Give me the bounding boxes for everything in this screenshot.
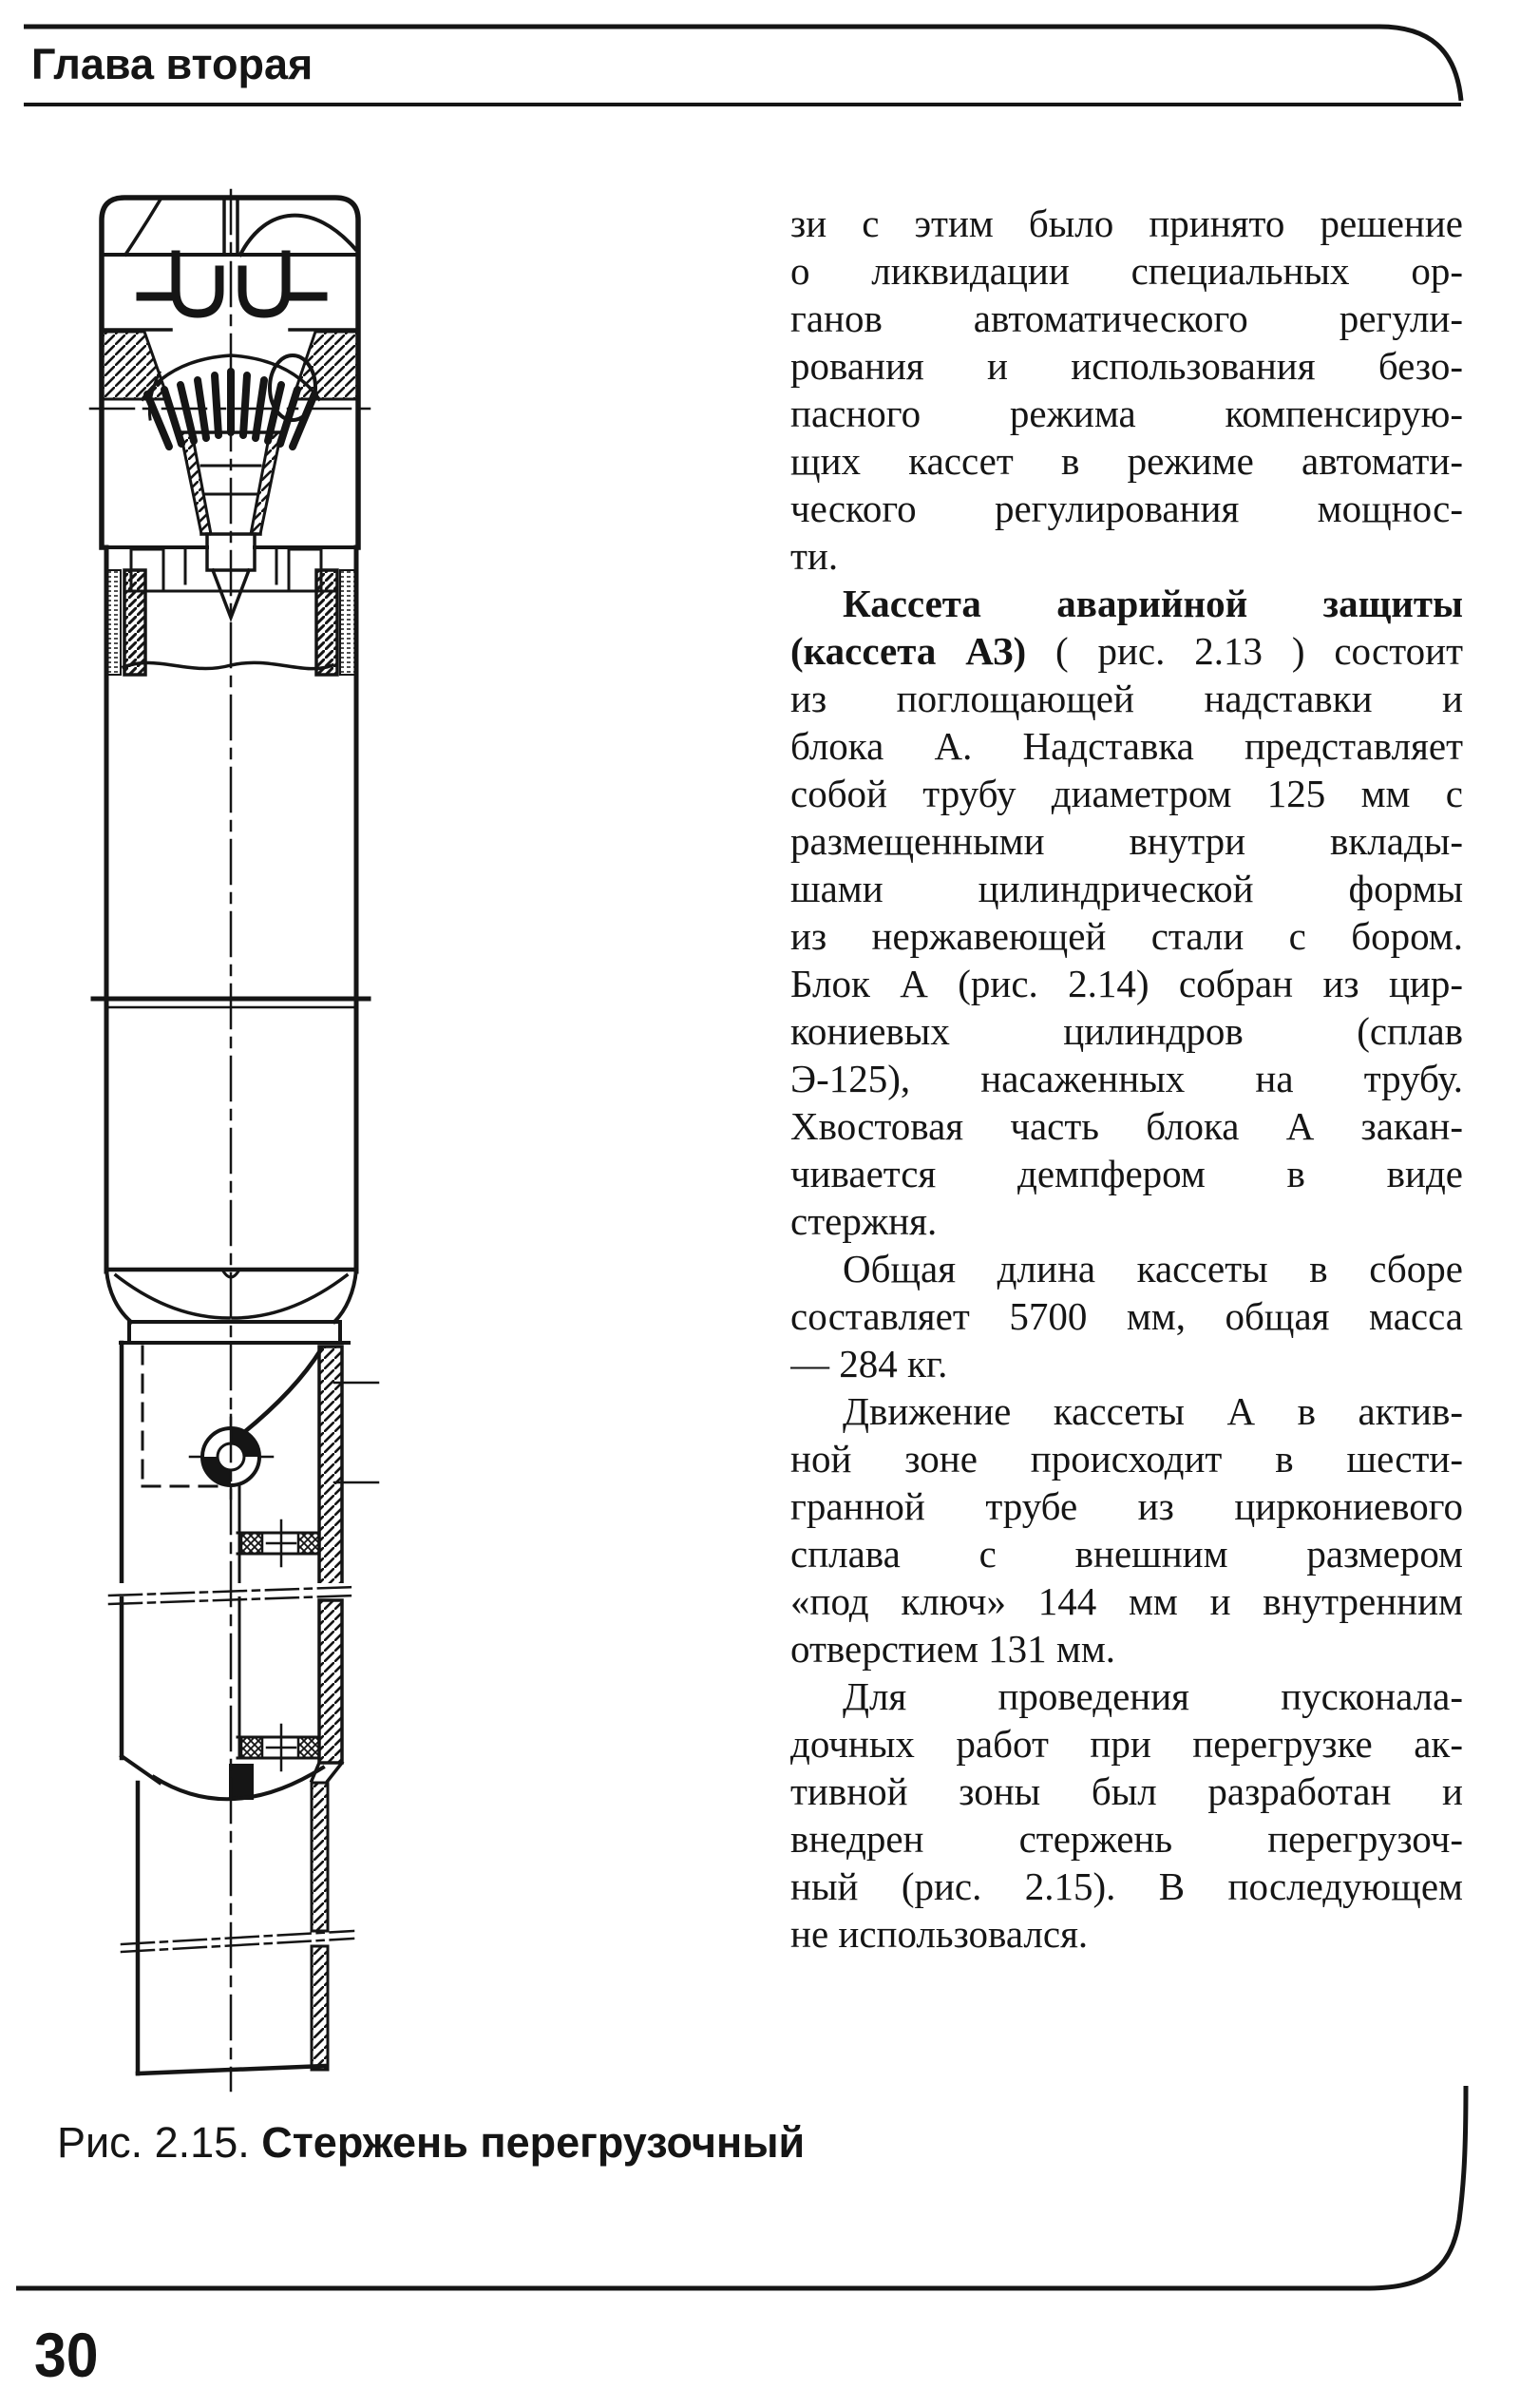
text-line: из поглощающей надставки и xyxy=(790,677,1463,720)
text-line: Э-125), насаженных на трубу. xyxy=(790,1057,1463,1100)
text-line: не использовался. xyxy=(790,1912,1089,1956)
text-line: Хвостовая часть блока А закан- xyxy=(790,1104,1463,1148)
text-line: кониевых цилиндров (сплав xyxy=(790,1009,1463,1053)
figure-caption-number: Рис. 2.15. xyxy=(57,2118,250,2167)
rod-drawing xyxy=(90,190,378,2091)
page-number: 30 xyxy=(34,2320,99,2390)
text-line: отверстием 131 мм. xyxy=(790,1627,1116,1671)
text-line: рования и использования безо- xyxy=(790,344,1463,388)
text-line: чивается демпфером в виде xyxy=(790,1152,1463,1195)
text-line: щих кассет в режиме автомати- xyxy=(790,439,1463,483)
text-line: — 284 кг. xyxy=(790,1342,948,1386)
text-line: собой трубу диаметром 125 мм с xyxy=(790,772,1463,815)
centerlines xyxy=(90,190,371,2091)
text-line: о ликвидации специальных ор- xyxy=(790,249,1463,293)
chapter-title: Глава вторая xyxy=(31,40,314,88)
text-line: дочных работ при перегрузке ак- xyxy=(790,1722,1463,1766)
text-line: Движение кассеты А в актив- xyxy=(843,1389,1463,1433)
rod-lower-assembly xyxy=(122,1343,378,1800)
text-line: блока А. Надставка представляет xyxy=(790,724,1463,768)
text-line: Для проведения пусконала- xyxy=(843,1674,1463,1718)
text-line: сплава с внешним размером xyxy=(790,1532,1463,1576)
text-line: ной зоне происходит в шести- xyxy=(790,1437,1463,1481)
text-line: составляет 5700 мм, общая масса xyxy=(790,1294,1463,1338)
text-line: шами цилиндрической формы xyxy=(790,867,1463,910)
text-line: Кассета аварийной защиты xyxy=(843,582,1463,625)
text-line: Общая длина кассеты в сборе xyxy=(843,1247,1463,1290)
text-line: (кассета АЗ) ( рис. 2.13 ) состоит xyxy=(790,629,1463,673)
text-line: ганов автоматического регули- xyxy=(790,296,1463,340)
text-line: стержня. xyxy=(790,1199,938,1243)
figure-caption xyxy=(57,2118,805,2168)
rod-tube-lower xyxy=(138,1783,328,2074)
text-line: Блок А (рис. 2.14) собран из цир- xyxy=(790,962,1463,1005)
text-line: «под ключ» 144 мм и внутренним xyxy=(790,1579,1463,1623)
footer-rule xyxy=(16,2086,1466,2288)
text-line: внедрен стержень перегрузоч- xyxy=(790,1817,1463,1861)
text-line: тивной зоны был разработан и xyxy=(790,1769,1463,1813)
text-line: ти. xyxy=(790,534,839,578)
text-column xyxy=(790,200,1463,1958)
text-line: зи с этим было принято решение xyxy=(790,201,1463,245)
text-line: из нержавеющей стали с бором. xyxy=(790,914,1463,958)
text-line: размещенными внутри вклады- xyxy=(790,819,1463,863)
text-line: ческого регулирования мощнос- xyxy=(790,487,1463,530)
text-line: пасного режима компенсирую- xyxy=(790,392,1463,435)
figure-caption-title: Стержень перегрузочный xyxy=(261,2118,806,2167)
bottom-rule xyxy=(16,2086,1466,2288)
text-line: ный (рис. 2.15). В последующем xyxy=(790,1864,1463,1908)
text-line: гранной трубе из циркониевого xyxy=(790,1484,1463,1528)
